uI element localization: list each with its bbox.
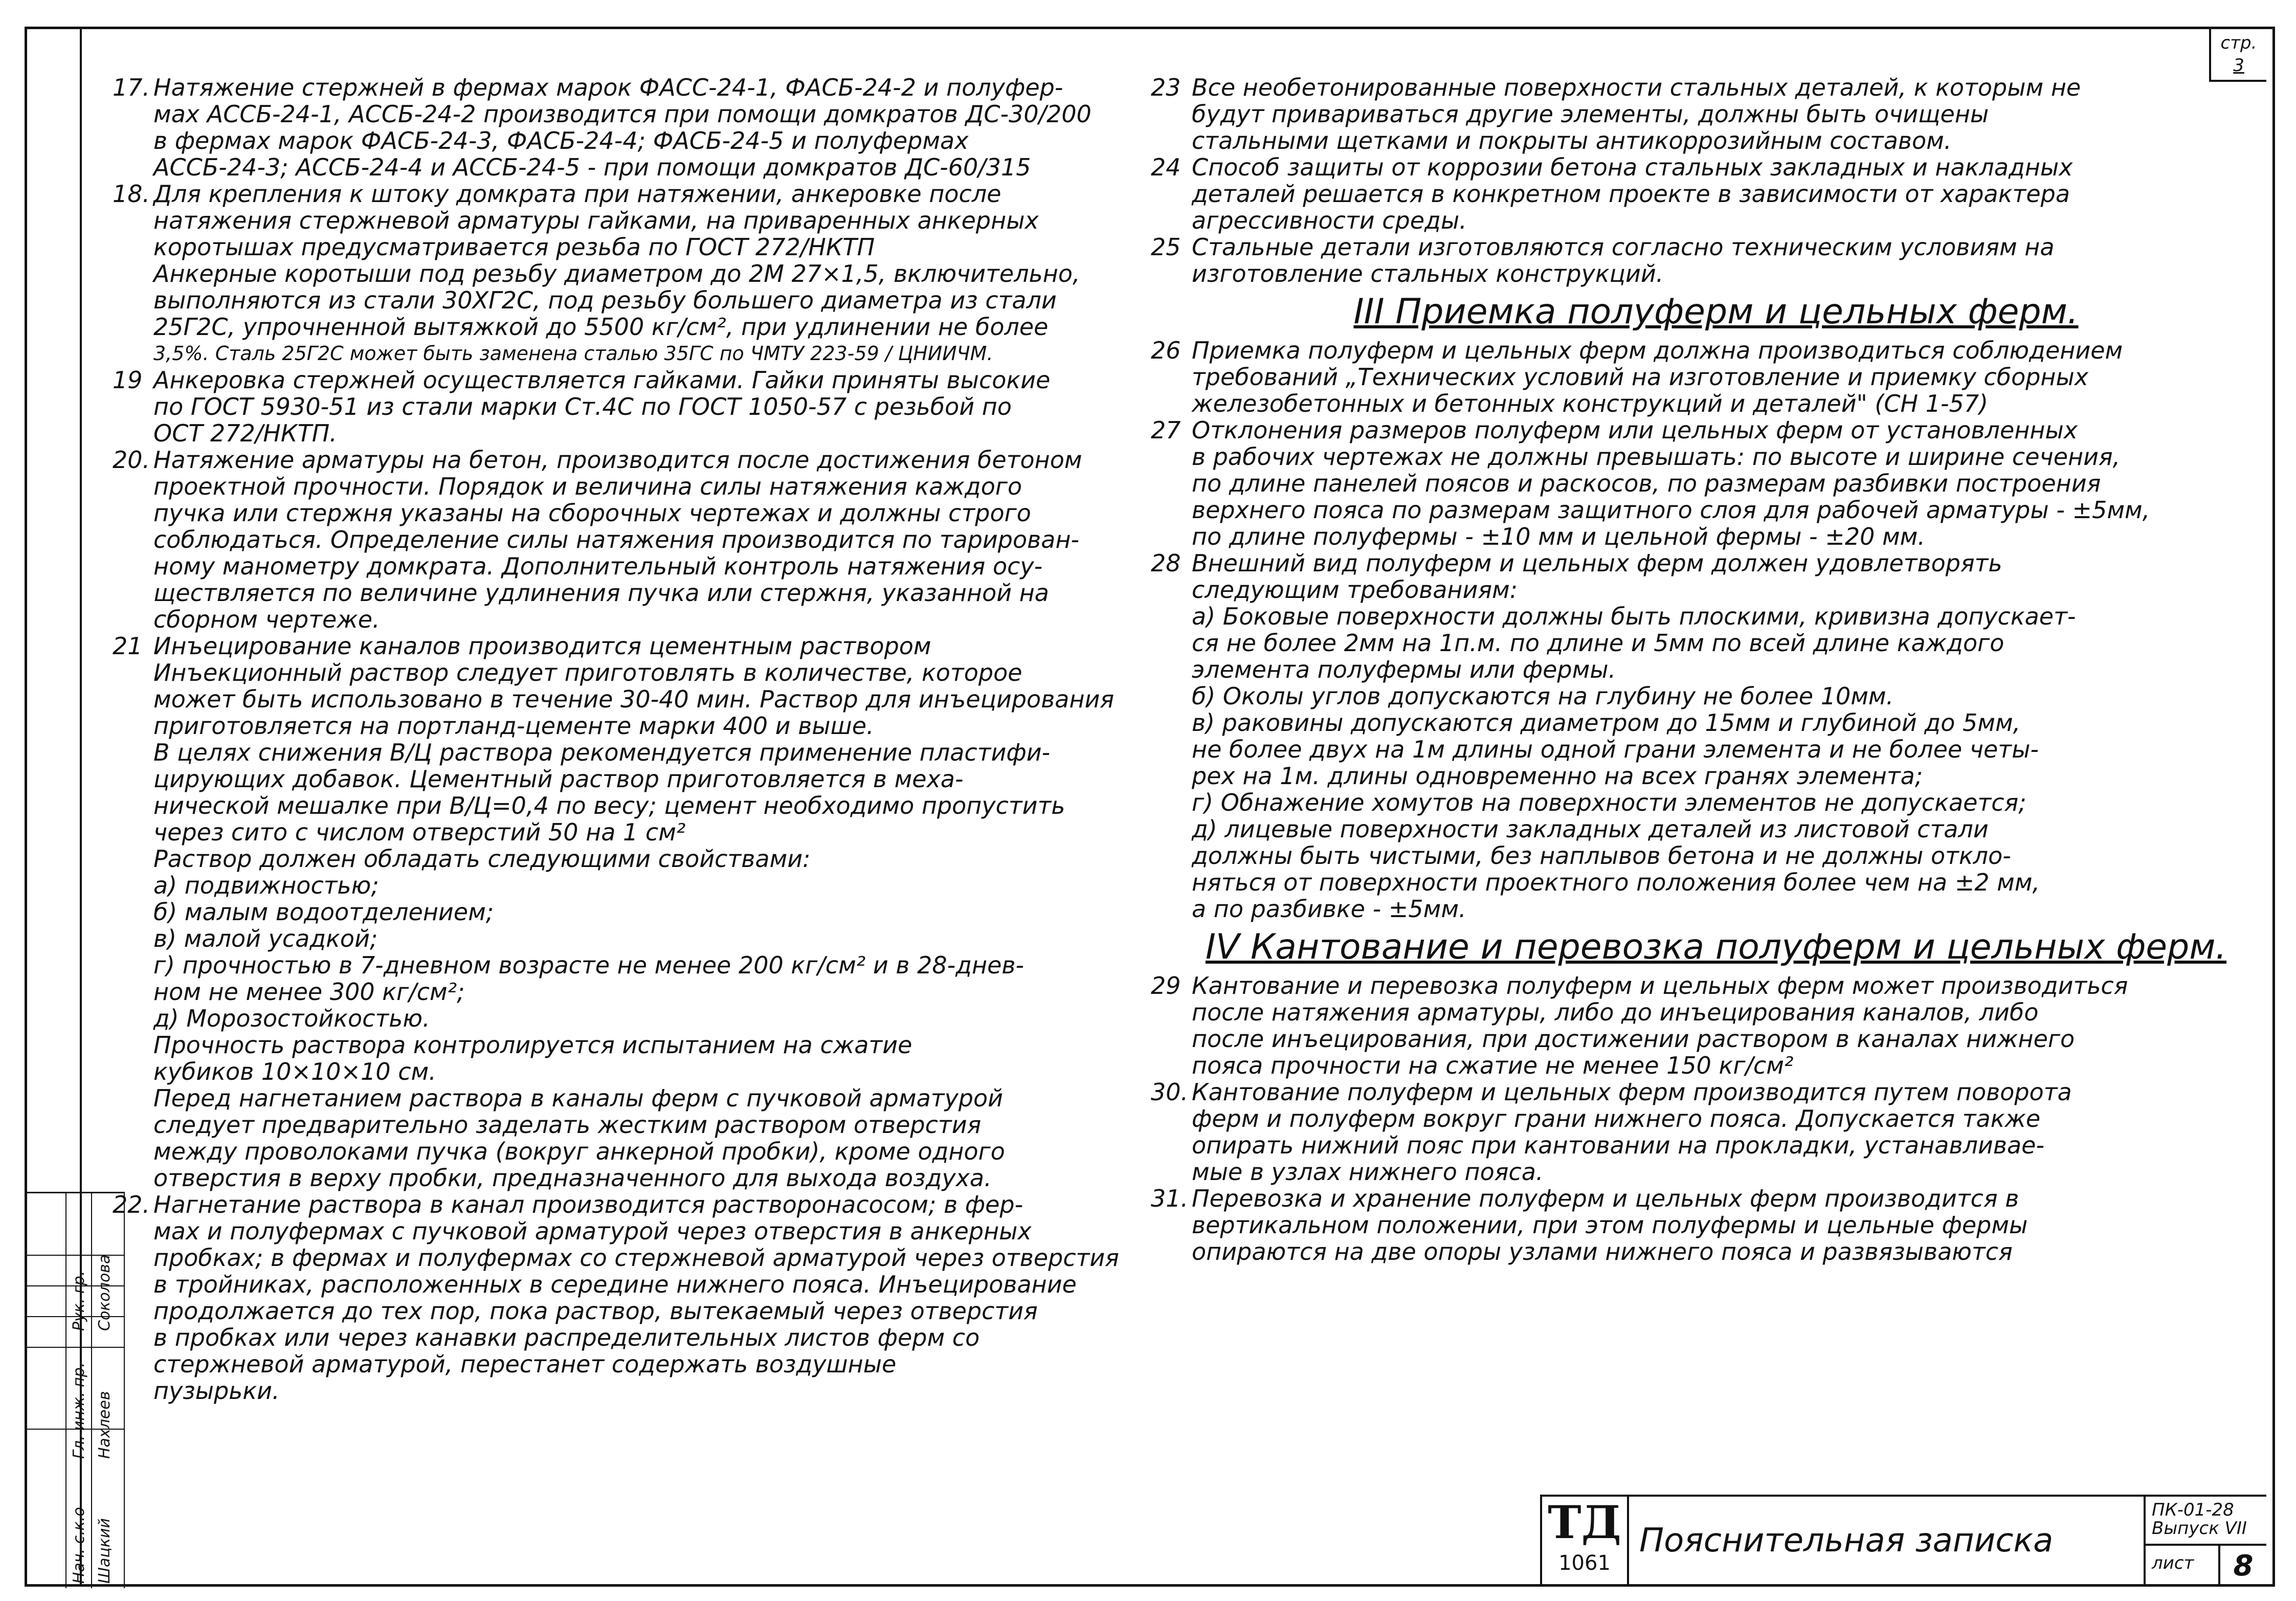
text-line (1192, 181, 2240, 207)
line-text: проектной прочности. Порядок и величина силы натяжения каждого (153, 473, 1022, 500)
line-text: Стальные детали изготовляются согласно техническим условиям на (1192, 233, 2055, 261)
text-line (1192, 1159, 2240, 1185)
line-text: 25Г2С, упрочненной вытяжкой до 5500 кг/см², при удлинении не более (153, 313, 1049, 341)
item-number: 26 (1151, 337, 1181, 364)
line-text: агрессивности среды. (1192, 207, 1467, 234)
text-line (1192, 842, 2240, 869)
line-text: стальными щетками и покрыты антикоррозийным составом. (1192, 127, 1952, 154)
item-number: 31. (1151, 1185, 1189, 1212)
line-text: после инъецирования, при достижении раствором в каналах нижнего (1192, 1025, 2075, 1053)
line-text: соблюдаться. Определение силы натяжения производится по тарирован- (153, 526, 1080, 553)
text-line (153, 553, 1166, 580)
line-text: Кантование и перевозка полуферм и цельных ферм может производиться (1192, 972, 2128, 999)
item-number: 23 (1151, 74, 1181, 101)
line-text: Инъецирование каналов производится цементным раствором (153, 632, 931, 660)
line-text: няться от поверхности проектного положения более чем на ±2 мм, (1192, 869, 2040, 896)
item-number: 19 (113, 366, 143, 394)
text-line (153, 207, 1166, 234)
text-line (1192, 1212, 2240, 1238)
text-line (153, 340, 1166, 367)
text-line (1151, 153, 2240, 181)
line-text: Натяжение арматуры на бетон, производится после достижения бетоном (153, 446, 1082, 474)
text-line (1192, 207, 2240, 234)
line-text: д) лицевые поверхности закладных деталей из листовой стали (1192, 815, 1989, 843)
text-line (1151, 416, 2240, 444)
text-line (113, 1191, 1166, 1218)
line-text: ся не более 2мм на 1п.м. по длине и 5мм по всей длине каждого (1192, 629, 2004, 657)
line-text: ществляется по величине удлинения пучка или стержня, указанной на (153, 579, 1049, 607)
line-text: будут привариваться другие элементы, должны быть очищены (1192, 100, 1989, 128)
line-text: кубиков 10×10×10 см. (153, 1058, 436, 1085)
line-text: пузырьки. (153, 1377, 280, 1405)
line-text: Анкеровка стержней осуществляется гайками. Гайки приняты высокие (153, 366, 1051, 394)
line-text: д) Морозостойкостью. (153, 1005, 430, 1032)
line-text: сборном чертеже. (153, 606, 380, 633)
line-text: в рабочих чертежах не должны превышать: по высоте и ширине сечения, (1192, 443, 2121, 471)
text-line (1192, 260, 2240, 287)
text-line (1192, 1026, 2240, 1052)
line-text: Приемка полуферм и цельных ферм должна производиться соблюдением (1192, 337, 2123, 364)
item-number: 21 (113, 632, 143, 660)
line-text: следует предварительно заделать жестким раствором отверстия (153, 1111, 982, 1139)
text-line (153, 420, 1166, 447)
line-text: ОСТ 272/НКТП. (153, 419, 337, 447)
line-text: рех на 1м. длины одновременно на всех гранях элемента; (1192, 762, 1923, 790)
drawing-code-box (2144, 1497, 2266, 1587)
text-line (153, 1032, 1166, 1058)
line-text: через сито с числом отверстий 50 на 1 см² (153, 818, 686, 846)
text-line (1192, 736, 2240, 763)
line-text: отверстия в верху пробки, предназначенного для выхода воздуха. (153, 1164, 992, 1192)
signature-roles: Нач. с.к.о (70, 1507, 88, 1584)
text-line (1192, 603, 2240, 630)
title-block (1540, 1495, 2266, 1587)
text-line (153, 952, 1166, 979)
line-text: а) подвижностью; (153, 872, 379, 899)
text-line (153, 1244, 1166, 1271)
text-line (1192, 1052, 2240, 1079)
line-text: Кантование полуферм и цельных ферм производится путем поворота (1192, 1078, 2072, 1106)
line-text: требований „Технических условий на изготовление и приемку сборных (1192, 363, 2089, 391)
line-text: Прочность раствора контролируется испытанием на сжатие (153, 1031, 912, 1059)
line-text: не более двух на 1м длины одной грани элемента и не более четы- (1192, 736, 2039, 763)
text-line (153, 127, 1166, 154)
text-line (113, 632, 1166, 660)
line-text: в) раковины допускаются диаметром до 15мм и глубиной до 5мм, (1192, 709, 2021, 737)
line-text: коротышах предусматривается резьба по ГОСТ 272/НКТП (153, 233, 875, 261)
line-text: выполняются из стали 30ХГ2С, под резьбу большего диаметра из стали (153, 286, 1057, 314)
text-line (1192, 869, 2240, 896)
right-text-column (1151, 74, 2240, 1265)
line-text: пробках; в фермах и полуфермах со стержневой арматурой через отверстия (153, 1244, 1119, 1272)
line-text: а) Боковые поверхности должны быть плоскими, кривизна допускает- (1192, 603, 2076, 630)
text-line (1192, 1238, 2240, 1265)
text-line (153, 1218, 1166, 1244)
line-text: Отклонения размеров полуферм или цельных ферм от установленных (1192, 416, 2078, 444)
section-heading-3: III Приемка полуферм и цельных ферм. (1353, 292, 2079, 332)
text-line (153, 473, 1166, 500)
line-text: Внешний вид полуферм и цельных ферм должен удовлетворять (1192, 549, 2002, 577)
line-text: продолжается до тех пор, пока раствор, вытекаемый через отверстия (153, 1297, 1038, 1325)
text-line (1151, 549, 2240, 577)
text-line (153, 979, 1166, 1005)
text-line (153, 287, 1166, 314)
line-text: изготовление стальных конструкций. (1192, 260, 1664, 287)
line-text: мах АССБ-24-1, АССБ-24-2 производится при помощи домкратов ДС-30/200 (153, 100, 1091, 128)
line-text: в тройниках, расположенных в середине нижнего пояса. Инъецирование (153, 1271, 1077, 1298)
text-line (153, 260, 1166, 287)
line-text: элемента полуфермы или фермы. (1192, 656, 1616, 683)
signature-block: Нач. с.к.о Шацкий Гл. инж. пр. Нахлеев Рук. гр. Соколова (25, 1192, 125, 1587)
line-text: после натяжения арматуры, либо до инъецирования каналов, либо (1192, 998, 2039, 1026)
sheet-number: 8 (2218, 1546, 2266, 1587)
line-text: нической мешалке при В/Ц=0,4 по весу; цемент необходимо пропустить (153, 792, 1065, 819)
text-line (153, 899, 1166, 925)
text-line (1192, 789, 2240, 816)
text-line (1151, 233, 2240, 261)
text-line (153, 1351, 1166, 1377)
line-text: железобетонных и бетонных конструкций и деталей" (СН 1-57) (1192, 390, 1989, 417)
signature-names: Шацкий (96, 1518, 114, 1584)
section-heading-4: IV Кантование и перевозка полуферм и цельных ферм. (1205, 927, 2227, 967)
line-text: в фермах марок ФАСБ-24-3, ФАСБ-24-4; ФАСБ-24-5 и полуфермах (153, 127, 969, 154)
drawing-code: ПК-01-28 (2152, 1500, 2234, 1520)
line-text: б) малым водоотделением; (153, 898, 494, 926)
line-text: г) прочностью в 7-дневном возрасте не менее 200 кг/см² и в 28-днев- (153, 951, 1024, 979)
text-line (153, 1111, 1166, 1138)
text-line (1192, 816, 2240, 842)
item-number: 22. (113, 1191, 150, 1218)
line-text: мые в узлах нижнего пояса. (1192, 1158, 1544, 1186)
text-line (113, 74, 1166, 101)
text-line (1192, 497, 2240, 523)
line-text: деталей решается в конкретном проекте в зависимости от характера (1192, 180, 2070, 208)
text-line (153, 1005, 1166, 1032)
item-number: 18. (113, 180, 150, 208)
text-line (153, 1298, 1166, 1324)
text-line (1192, 709, 2240, 736)
text-line (1192, 1132, 2240, 1159)
line-text: б) Околы углов допускаются на глубину не более 10мм. (1192, 682, 1894, 710)
text-line (1192, 364, 2240, 390)
text-line (1192, 127, 2240, 154)
text-line (153, 234, 1166, 260)
text-line (1151, 1185, 2240, 1212)
line-text: следующим требованиям: (1192, 576, 1518, 604)
item-number: 24 (1151, 153, 1181, 181)
line-text: верхнего пояса по размерам защитного слоя для рабочей арматуры - ±5мм, (1192, 496, 2150, 524)
text-line (153, 606, 1166, 633)
text-line (153, 1377, 1166, 1404)
text-line (1192, 656, 2240, 683)
text-line (1151, 337, 2240, 364)
text-line (153, 500, 1166, 526)
line-text: вертикальном положении, при этом полуфермы и цельные фермы (1192, 1211, 2028, 1239)
text-line (153, 1165, 1166, 1191)
item-number: 29 (1151, 972, 1181, 999)
line-text: натяжения стержневой арматуры гайками, на приваренных анкерных (153, 207, 1039, 234)
line-text: пояса прочности на сжатие не менее 150 кг/см² (1192, 1052, 1794, 1079)
text-line (113, 180, 1166, 208)
text-line (153, 1138, 1166, 1165)
line-text: в пробках или через канавки распределительных листов ферм со (153, 1324, 980, 1351)
line-text: АССБ-24-3; АССБ-24-4 и АССБ-24-5 - при помощи домкратов ДС-60/315 (153, 153, 1031, 181)
item-number: 20. (113, 446, 150, 474)
text-line (1151, 972, 2240, 999)
drawing-issue: Выпуск VII (2152, 1518, 2247, 1539)
line-text: цирующих добавок. Цементный раствор приготовляется в меха- (153, 765, 964, 793)
line-text: Перед нагнетанием раствора в каналы ферм с пучковой арматурой (153, 1084, 1004, 1112)
text-line (153, 713, 1166, 739)
line-text: в) малой усадкой; (153, 925, 378, 952)
text-line (1192, 576, 2240, 603)
text-line (153, 1058, 1166, 1085)
text-line (153, 1085, 1166, 1111)
line-text: по ГОСТ 5930-51 из стали марки Ст.4С по ГОСТ 1050-57 с резьбой по (153, 393, 1012, 420)
text-line (153, 393, 1166, 420)
text-line (1151, 74, 2240, 101)
drawing-year: 1061 (1558, 1551, 1611, 1575)
text-line (153, 792, 1166, 819)
text-line (153, 659, 1166, 686)
line-text: В целях снижения В/Ц раствора рекомендуется применение пластифи- (153, 739, 1051, 766)
text-line (153, 846, 1166, 872)
item-number: 27 (1151, 416, 1181, 444)
line-text: должны быть чистыми, без наплывов бетона и не должны откло- (1192, 842, 2011, 870)
text-line (1192, 443, 2240, 470)
text-line (153, 872, 1166, 899)
text-line (153, 686, 1166, 713)
page-number: 3 (2233, 55, 2244, 76)
item-number: 30. (1151, 1078, 1189, 1106)
line-text: стержневой арматурой, перестанет содержать воздушные (153, 1350, 897, 1378)
text-line (153, 154, 1166, 181)
item-number: 25 (1151, 233, 1181, 261)
line-text: Способ защиты от коррозии бетона стальных закладных и накладных (1192, 153, 2073, 181)
line-text: опирать нижний пояс при кантовании на прокладки, устанавливае- (1192, 1131, 2045, 1159)
text-line (1192, 630, 2240, 656)
text-line (1192, 470, 2240, 497)
text-line (153, 766, 1166, 792)
line-text: Перевозка и хранение полуферм и цельных ферм производится в (1192, 1185, 2019, 1212)
item-number: 28 (1151, 549, 1181, 577)
text-line (153, 101, 1166, 127)
text-line (1192, 999, 2240, 1026)
drawing-title: Пояснительная записка (1639, 1522, 2054, 1560)
text-line (113, 366, 1166, 394)
line-text: г) Обнажение хомутов на поверхности элементов не допускается; (1192, 789, 2026, 816)
text-line (1151, 1078, 2240, 1106)
line-text: Инъекционный раствор следует приготовлять в количестве, которое (153, 659, 1022, 686)
text-line (153, 819, 1166, 846)
text-line (153, 526, 1166, 553)
text-line (153, 314, 1166, 340)
line-text: Для крепления к штоку домкрата при натяжении, анкеровке после (153, 180, 1001, 208)
text-line (1192, 390, 2240, 417)
line-text: Все необетонированные поверхности стальных деталей, к которым не (1192, 74, 2081, 101)
text-line (1192, 1105, 2240, 1132)
text-line (153, 739, 1166, 766)
page-label: стр. (2220, 33, 2257, 53)
text-line (153, 1271, 1166, 1298)
line-text: Нагнетание раствора в канал производится растворонасосом; в фер- (153, 1191, 1023, 1218)
item-number: 17. (113, 74, 150, 101)
line-text: Раствор должен обладать следующими свойствами: (153, 845, 811, 873)
text-line (1192, 523, 2240, 550)
text-line (153, 1324, 1166, 1351)
text-line (153, 580, 1166, 606)
line-text: 3,5%. Сталь 25Г2С может быть заменена сталью 35ГС по ЧМТУ 223-59 / ЦНИИЧМ. (153, 342, 993, 365)
text-line (1192, 896, 2240, 922)
line-text: ном не менее 300 кг/см²; (153, 978, 465, 1006)
line-text: ному манометру домкрата. Дополнительный контроль натяжения осу- (153, 552, 1043, 580)
line-text: Анкерные коротыши под резьбу диаметром до 2М 27×1,5, включительно, (153, 260, 1080, 287)
organization-logo: ТД 1061 (1542, 1497, 1629, 1587)
line-text: между проволоками пучка (вокруг анкерной пробки), кроме одного (153, 1138, 1005, 1165)
line-text: а по разбивке - ±5мм. (1192, 895, 1466, 923)
line-text: приготовляется на портланд-цементе марки 400 и выше. (153, 712, 874, 740)
left-text-column (113, 74, 1166, 1405)
page-corner-box (2209, 27, 2266, 82)
line-text: мах и полуфермах с пучковой арматурой через отверстия в анкерных (153, 1217, 1032, 1245)
line-text: ферм и полуферм вокруг грани нижнего пояса. Допускается также (1192, 1105, 2041, 1132)
text-line (1192, 763, 2240, 789)
line-text: опираются на две опоры узлами нижнего пояса и развязываются (1192, 1238, 2013, 1265)
line-text: по длине панелей поясов и раскосов, по размерам разбивки построения (1192, 470, 2101, 497)
line-text: Натяжение стержней в фермах марок ФАСС-24-1, ФАСБ-24-2 и полуфер- (153, 74, 1063, 101)
line-text: пучка или стержня указаны на сборочных чертежах и должны строго (153, 499, 1031, 527)
line-text: может быть использовано в течение 30-40 мин. Раствор для инъецирования (153, 685, 1114, 713)
text-line (1192, 683, 2240, 709)
text-line (113, 446, 1166, 474)
sheet-label: лист (2152, 1553, 2194, 1573)
text-line (153, 925, 1166, 952)
line-text: по длине полуфермы - ±10 мм и цельной фермы - ±20 мм. (1192, 523, 1925, 550)
text-line (1192, 101, 2240, 127)
